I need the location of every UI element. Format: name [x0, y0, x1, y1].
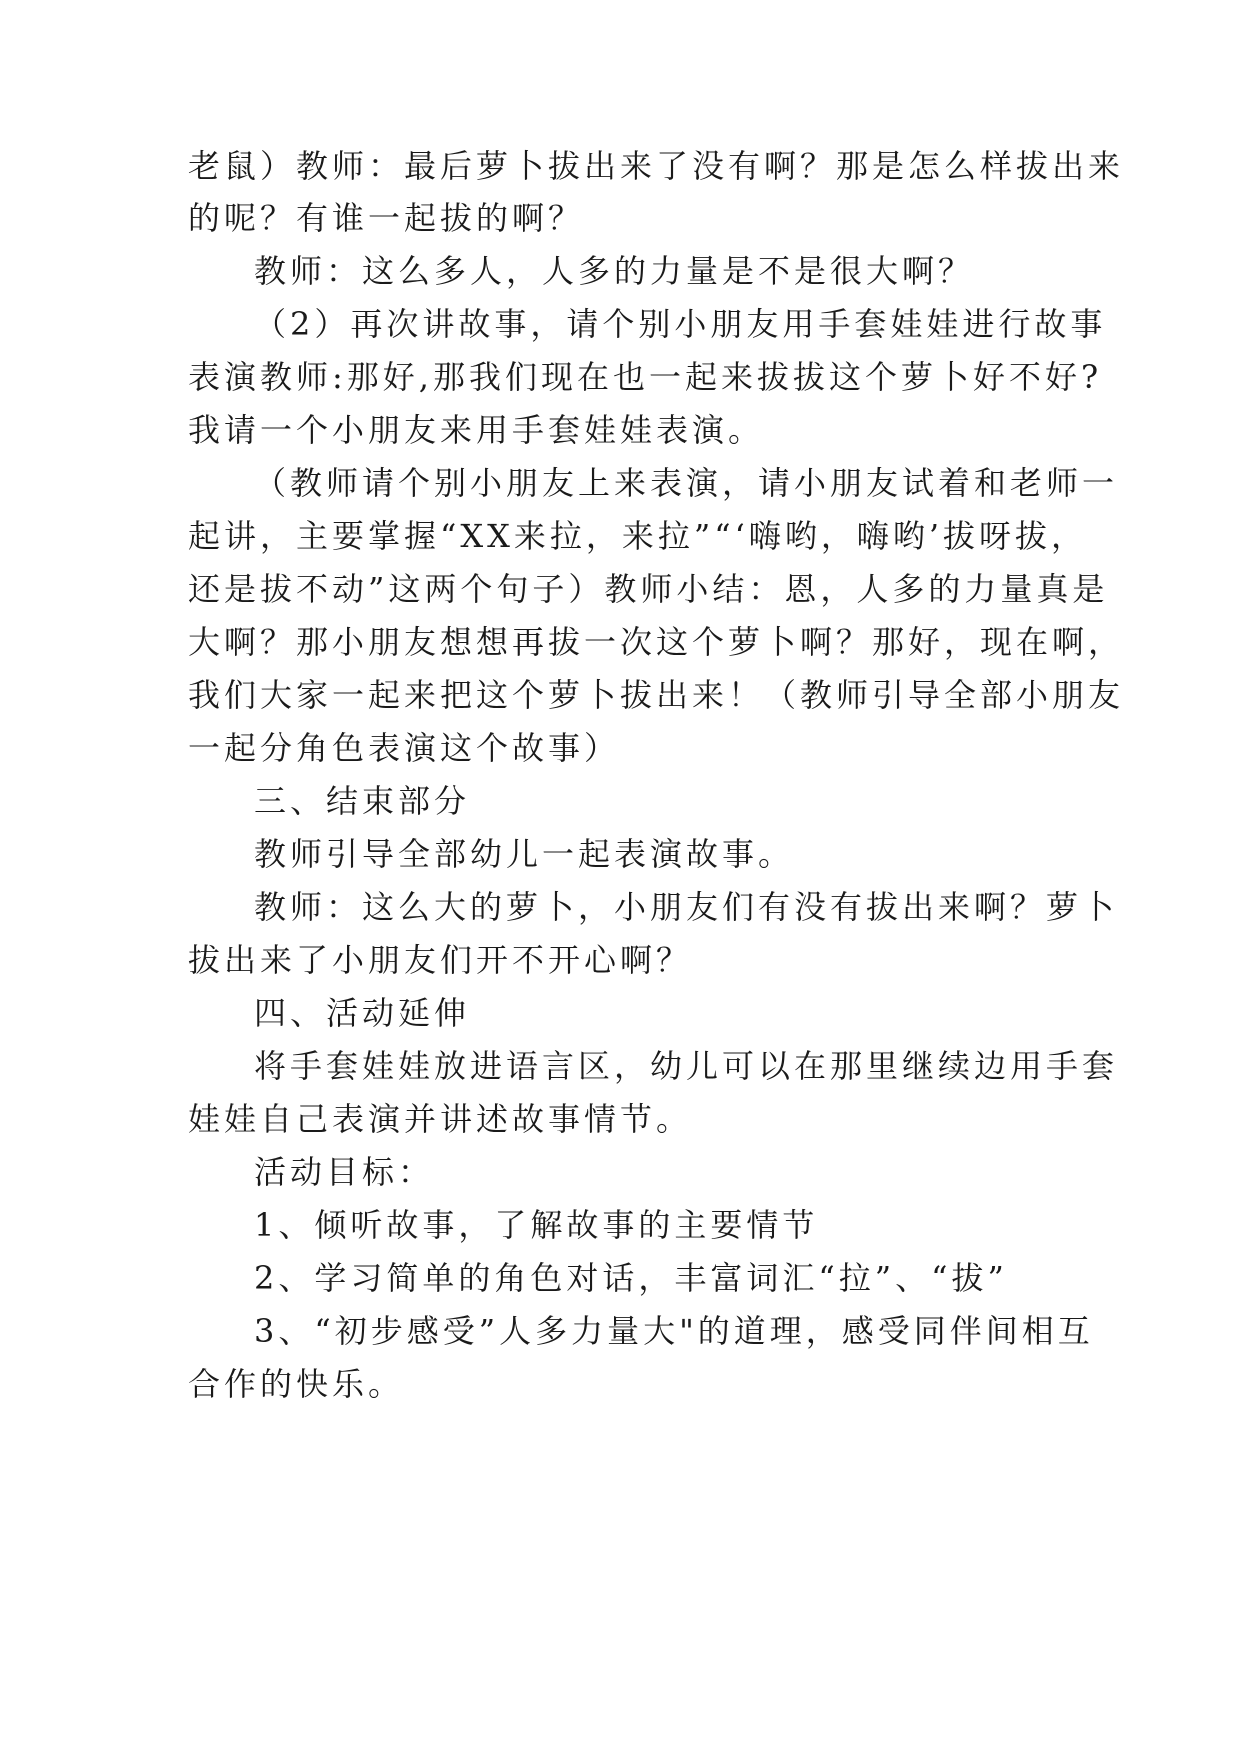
text-line: 我们大家一起来把这个萝卜拔出来！（教师引导全部小朋友 [188, 676, 1125, 714]
text-line: 大啊？那小朋友想想再拔一次这个萝卜啊？那好，现在啊， [188, 623, 1125, 661]
text-line: （2）再次讲故事，请个别小朋友用手套娃娃进行故事 [254, 305, 1107, 343]
text-line: 教师：这么大的萝卜，小朋友们有没有拔出来啊？萝卜 [254, 888, 1119, 926]
text-line: 将手套娃娃放进语言区，幼儿可以在那里继续边用手套 [254, 1047, 1119, 1085]
text-line: 的呢？有谁一起拔的啊？ [188, 199, 585, 237]
text-line: 教师引导全部幼儿一起表演故事。 [254, 835, 795, 873]
text-line: 还是拔不动”这两个句子）教师小结：恩，人多的力量真是 [188, 570, 1109, 608]
list-item: 3、“初步感受”人多力量大"的道理，感受同伴间相互 [254, 1312, 1094, 1350]
text-line: 一起分角色表演这个故事） [188, 729, 621, 767]
text-line: 起讲，主要掌握“XX来拉，来拉”“‘嗨哟，嗨哟’拔呀拔， [188, 517, 1087, 555]
section-heading: 三、结束部分 [254, 782, 471, 820]
list-item: 1、倾听故事，了解故事的主要情节 [254, 1206, 819, 1244]
list-item: 2、学习简单的角色对话，丰富词汇“拉”、“拔” [254, 1259, 1008, 1297]
text-line: 老鼠）教师：最后萝卜拔出来了没有啊？那是怎么样拔出来 [188, 147, 1125, 185]
text-line: 娃娃自己表演并讲述故事情节。 [188, 1100, 693, 1138]
text-line: 拔出来了小朋友们开不开心啊？ [188, 941, 693, 979]
text-line: 我请一个小朋友来用手套娃娃表演。 [188, 411, 765, 449]
text-line: 教师：这么多人，人多的力量是不是很大啊？ [254, 252, 975, 290]
text-line: （教师请个别小朋友上来表演，请小朋友试着和老师一 [254, 464, 1119, 502]
section-heading: 活动目标： [254, 1153, 435, 1191]
section-heading: 四、活动延伸 [254, 994, 471, 1032]
text-line: 表演教师:那好,那我们现在也一起来拔拔这个萝卜好不好? [188, 358, 1103, 396]
text-line: 合作的快乐。 [188, 1365, 405, 1403]
